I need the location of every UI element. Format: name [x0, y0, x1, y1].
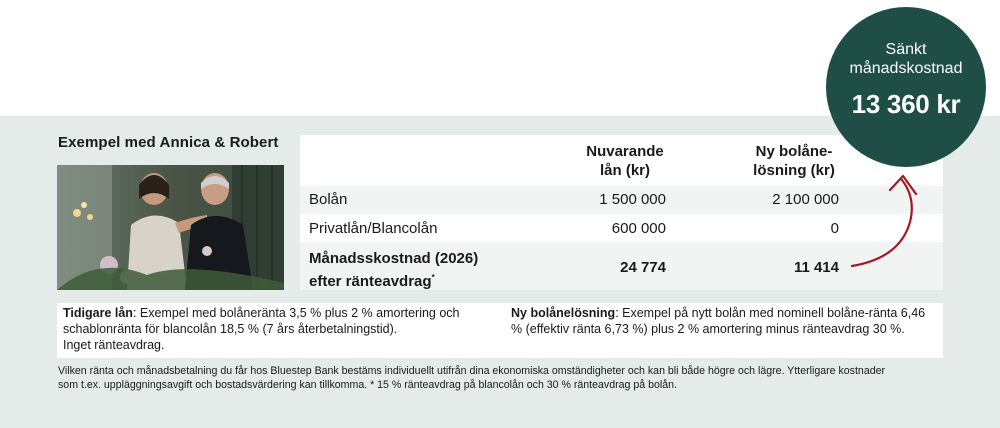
value-current-mortgage: 1 500 000	[599, 191, 666, 208]
value-current-monthly-cost: 24 774	[620, 259, 666, 276]
badge-line1: Sänkt	[885, 41, 927, 58]
value-new-mortgage: 2 100 000	[772, 191, 839, 208]
row-label-private-loan: Privatlån/Blancolån	[309, 220, 438, 237]
footnote-marker: *	[431, 273, 435, 282]
note-new-solution: Ny bolånelösning: Exempel på nytt bolån med nominell bolåne-ränta 6,46 % (effektiv ränta 6,73 %) plus 2 % amortering minus ränteavdrag 30 %.	[511, 306, 926, 336]
header-new-solution: Ny bolåne- lösning (kr)	[753, 143, 835, 179]
arrow-icon	[830, 170, 930, 275]
badge-amount: 13 360 kr	[851, 89, 961, 119]
row-label-monthly-cost: Månadsskostnad (2026) efter ränteavdrag*	[309, 250, 479, 290]
value-new-private-loan: 0	[830, 220, 839, 237]
photo-title: Exempel med Annica & Robert	[58, 134, 279, 151]
badge-line2: månadskostnad	[849, 60, 963, 77]
couple-photo	[57, 165, 284, 290]
value-current-private-loan: 600 000	[611, 220, 666, 237]
savings-badge	[826, 7, 986, 167]
value-new-monthly-cost: 11 414	[793, 259, 839, 276]
disclaimer: Vilken ränta och månadsbetalning du får hos Bluestep Bank bestäms individuellt utifrån dina ekonomiska omständigheter och kan bli både högre och lägre. Ytterligare kostnader som t.ex. uppläggningsavgift och bostadsvärdering kan tillkomma. * 15 % ränteavdrag på blancolån och 30 % ränteavdrag på bolån.	[58, 365, 886, 391]
row-label-mortgage: Bolån	[309, 191, 348, 208]
note-previous-loans: Tidigare lån: Exempel med bolåneränta 3,5 % plus 2 % amortering och schablonränta för blancolån 18,5 % (7 års återbetalningstid). Inget ränteavdrag.	[63, 306, 460, 352]
header-current-loan: Nuvarande lån (kr)	[586, 143, 664, 179]
